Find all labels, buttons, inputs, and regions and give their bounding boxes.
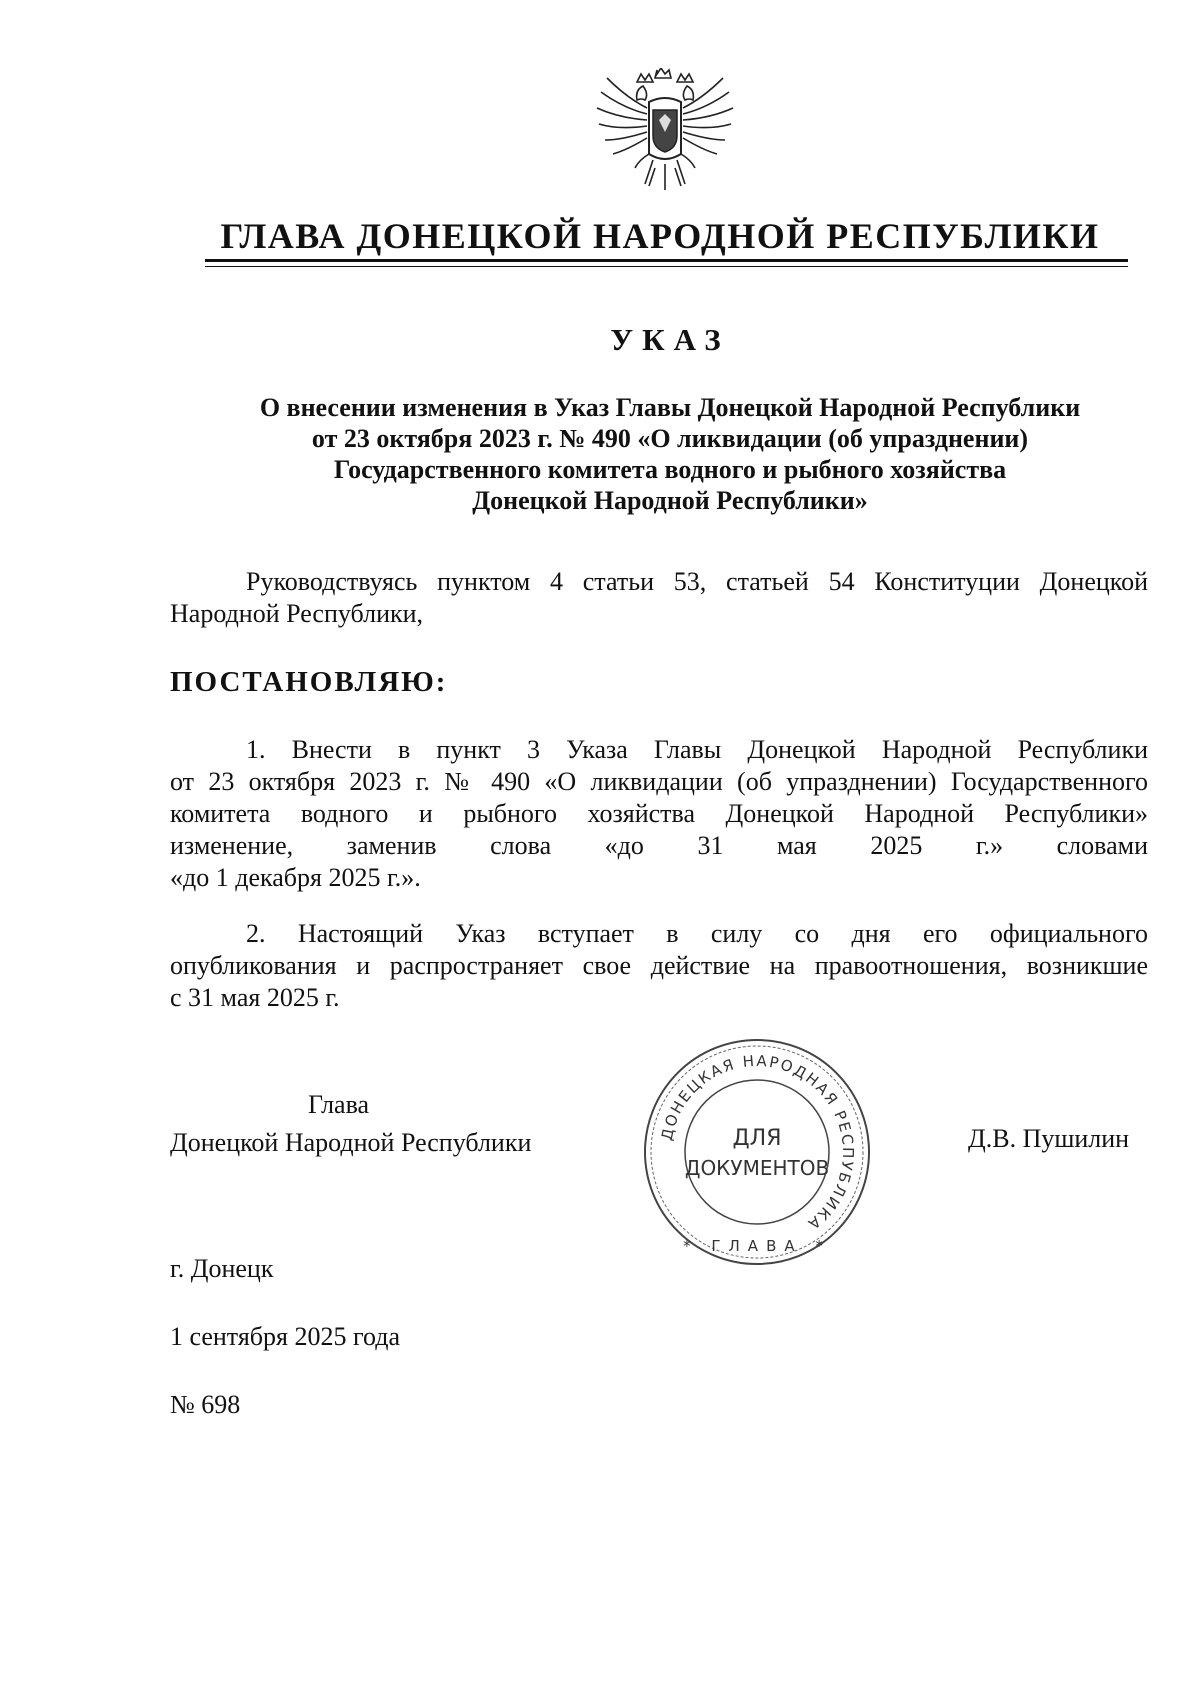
signatory-title	[170, 1086, 531, 1162]
svg-text:ДЛЯ: ДЛЯ	[732, 1126, 782, 1151]
header-rule-thick	[205, 259, 1128, 262]
item-line: опубликования и распространяет свое действие на правоотношения, возникшие	[170, 951, 1148, 980]
coat-of-arms-emblem	[585, 68, 745, 208]
decree-number: № 698	[170, 1390, 241, 1419]
subject-line: Донецкой Народной Республики»	[472, 486, 868, 515]
issue-date: 1 сентября 2025 года	[170, 1322, 401, 1351]
item-line: от 23 октября 2023 г. № 490 «О ликвидации (об упразднении) Государственного	[170, 767, 1148, 796]
item-line: изменение, заменив слова «до 31 мая 2025 г.» словами	[170, 831, 1148, 860]
item-line: комитета водного и рыбного хозяйства Донецкой Народной Республики»	[170, 799, 1148, 828]
subject-line: Государственного комитета водного и рыбного хозяйства	[333, 455, 1007, 484]
header-rule-thin	[205, 266, 1128, 267]
decree-operative-word: ПОСТАНОВЛЯЮ:	[170, 666, 448, 698]
item-line: 2. Настоящий Указ вступает в силу со дня его официального	[246, 919, 1148, 948]
issue-city: г. Донецк	[170, 1254, 274, 1283]
issuing-authority-title: ГЛАВА ДОНЕЦКОЙ НАРОДНОЙ РЕСПУБЛИКИ	[220, 216, 1100, 256]
item-line: с 31 мая 2025 г.	[170, 983, 340, 1012]
item-line: 1. Внести в пункт 3 Указа Главы Донецкой Народной Республики	[246, 735, 1148, 764]
svg-text:ДОНЕЦКАЯ НАРОДНАЯ РЕСПУБЛИКА: ДОНЕЦКАЯ НАРОДНАЯ РЕСПУБЛИКА	[657, 1051, 858, 1235]
document-type-heading: УКАЗ	[610, 322, 730, 357]
preamble-paragraph	[170, 566, 1148, 630]
signatory-title-line1: Глава	[308, 1090, 370, 1119]
signatory-name: Д.В. Пушилин	[968, 1124, 1130, 1153]
document-subject	[180, 392, 1160, 516]
official-seal-stamp	[640, 1035, 874, 1269]
item-line: «до 1 декабря 2025 г.».	[170, 863, 421, 892]
decree-item-1	[170, 734, 1148, 894]
subject-line: О внесении изменения в Указ Главы Донецкой Народной Республики	[259, 393, 1081, 422]
subject-line: от 23 октября 2023 г. № 490 «О ликвидации (об упразднении)	[311, 424, 1029, 453]
svg-text:ДОКУМЕНТОВ: ДОКУМЕНТОВ	[684, 1156, 830, 1180]
decree-item-2	[170, 918, 1148, 1014]
signatory-title-line2: Донецкой Народной Республики	[170, 1128, 532, 1157]
preamble-line: Народной Республики,	[170, 599, 424, 628]
svg-text:* ГЛАВА *: * ГЛАВА *	[683, 1237, 831, 1255]
preamble-line: Руководствуясь пунктом 4 статьи 53, статьей 54 Конституции Донецкой	[246, 567, 1148, 596]
